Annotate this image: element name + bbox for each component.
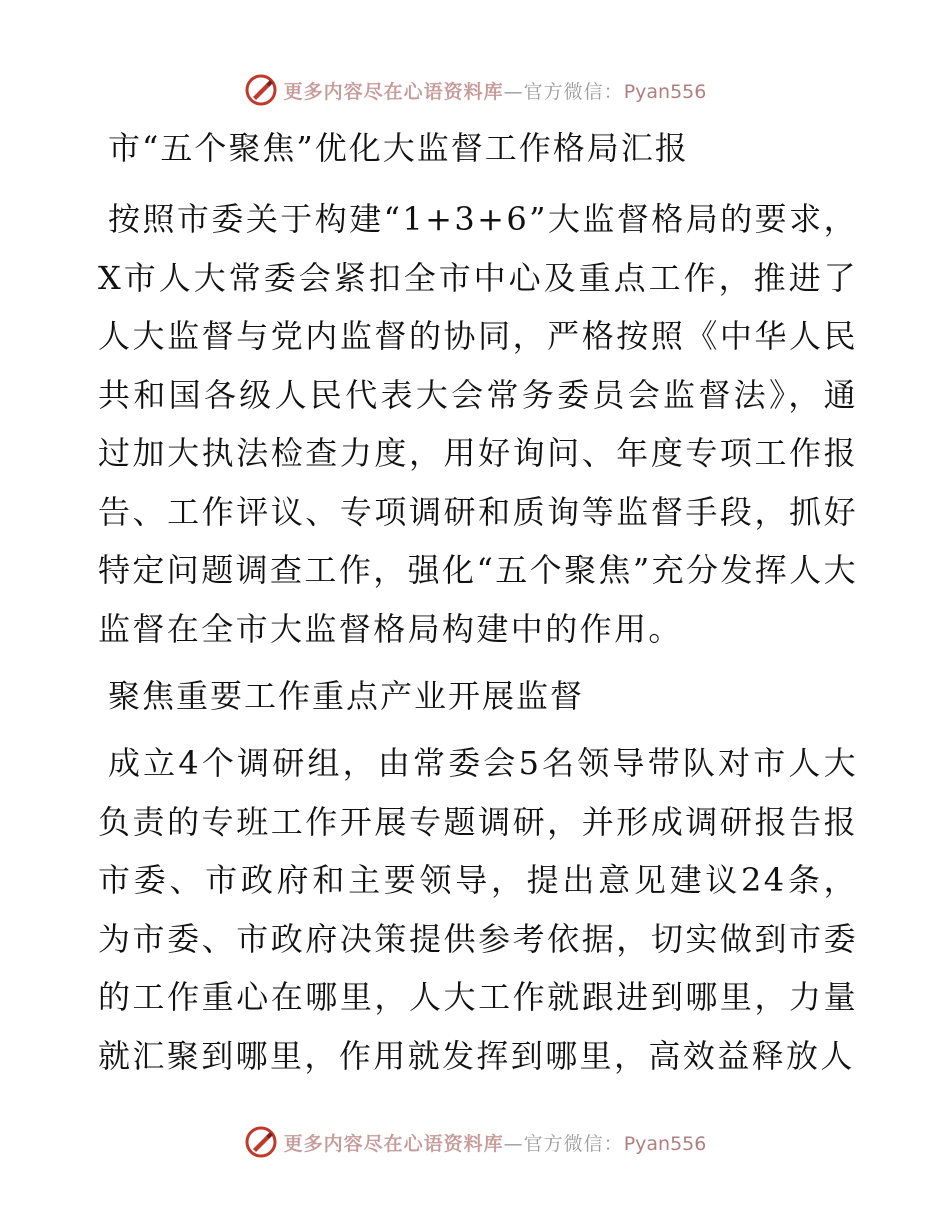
watermark-main: 更多内容尽在心语资料库 [283, 1132, 504, 1155]
watermark-sub: 官方微信： [523, 80, 624, 103]
watermark-footer [0, 1122, 950, 1162]
watermark-text [284, 1129, 707, 1156]
watermark-dash: — [503, 80, 524, 103]
watermark-id: Pyan556 [623, 80, 707, 103]
watermark-dash: — [503, 1132, 524, 1155]
document-body [98, 118, 858, 1085]
watermark-text [284, 77, 707, 104]
pen-logo-icon [244, 1125, 278, 1159]
watermark-sub: 官方微信： [523, 1132, 624, 1155]
paragraph-section: 成立4个调研组，由常委会5名领导带队对市人大负责的专班工作开展专题调研，并形成调研报告报市委、市政府和主要领导，提出意见建议24条，为市委、市政府决策提供参考依据，切实做到市委的工作重心在哪里，人大工作就跟进到哪里，力量就汇聚到哪里，作用就发挥到哪里，高效益释放人 [98, 744, 858, 1075]
document-title: 市“五个聚焦”优化大监督工作格局汇报 [108, 129, 689, 167]
watermark-header [0, 70, 950, 110]
paragraph-intro: 按照市委关于构建“1+3+6”大监督格局的要求，X市人大常委会紧扣全市中心及重点工作，推进了人大监督与党内监督的协同，严格按照《中华人民共和国各级人民代表大会常务委员会监督法》，通过加大执法检查力度，用好询问、年度专项工作报告、工作评议、专项调研和质询等监督手段，抓好特定问题调查工作，强化“五个聚焦”充分发挥人大监督在全市大监督格局构建中的作用。 [98, 200, 858, 648]
pen-logo-icon [244, 73, 278, 107]
section-heading: 聚焦重要工作重点产业开展监督 [108, 677, 585, 715]
watermark-id: Pyan556 [623, 1132, 707, 1155]
watermark-main: 更多内容尽在心语资料库 [283, 80, 504, 103]
